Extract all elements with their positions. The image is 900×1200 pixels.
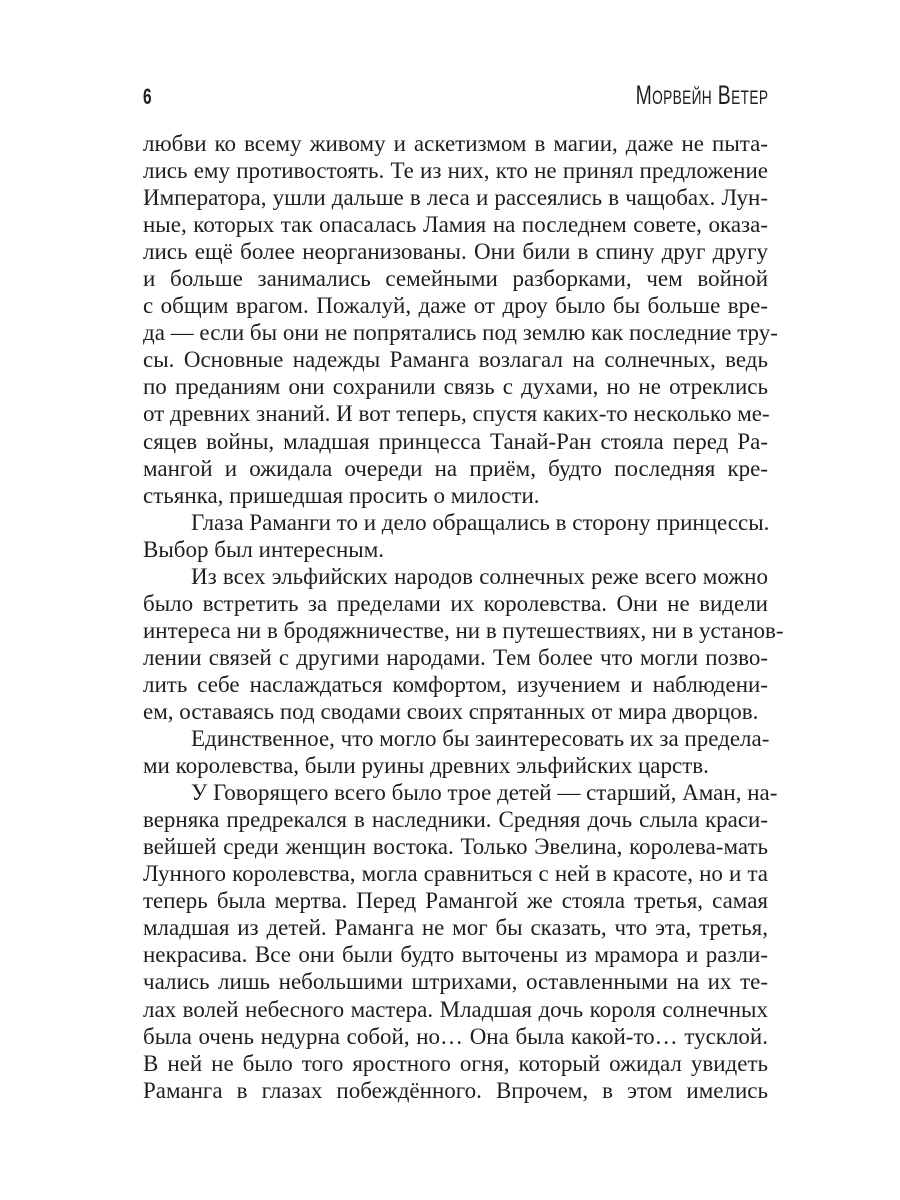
text-line: ми королевства, были руины древних эльфийских царств. bbox=[143, 753, 709, 779]
text-line: ем, оставаясь под сводами своих спрятанных от мира дворцов. bbox=[143, 698, 759, 724]
text-line: с общим врагом. Пожалуй, даже от дроу было бы больше вре- bbox=[143, 293, 768, 319]
text-line: Глаза Раманги то и дело обращались в сторону принцессы. bbox=[191, 509, 770, 535]
text-line: была очень недурна собой, но… Она была какой-то… тусклой. bbox=[143, 1023, 768, 1049]
text-line: сяцев войны, младшая принцесса Танай-Ран стояла перед Ра- bbox=[143, 428, 768, 454]
text-line: чались лишь небольшими штрихами, оставленными на их те- bbox=[143, 969, 768, 995]
text-line: У Говорящего всего было трое детей — старший, Аман, на- bbox=[191, 780, 778, 806]
text-line: В ней не было того яростного огня, который ожидал увидеть bbox=[143, 1050, 768, 1076]
text-line: лись ещё более неорганизованы. Они били в спину друг другу bbox=[143, 239, 768, 265]
text-line: Из всех эльфийских народов солнечных реже всего можно bbox=[191, 563, 768, 589]
text-line: младшая из детей. Раманга не мог бы сказать, что эта, третья, bbox=[143, 915, 768, 941]
text-line: ные, которых так опасалась Ламия на последнем совете, оказа- bbox=[143, 212, 768, 238]
text-line: мангой и ожидала очереди на приём, будто последняя кре- bbox=[143, 455, 768, 481]
paragraph bbox=[143, 779, 778, 1104]
body-text bbox=[143, 130, 784, 1104]
text-line: да — если бы они не попрятались под землю как последние тру- bbox=[143, 320, 778, 346]
text-line: Единственное, что могло бы заинтересовать их за предела- bbox=[191, 726, 770, 752]
text-line: любви ко всему живому и аскетизмом в магии, даже не пыта- bbox=[143, 131, 768, 156]
text-line: лить себе наслаждаться комфортом, изучением и наблюдени- bbox=[143, 671, 768, 697]
text-line: от древних знаний. И вот теперь, спустя каких-то несколько ме- bbox=[143, 401, 770, 427]
text-line: некрасива. Все они были будто выточены из мрамора и разли- bbox=[143, 942, 768, 968]
page-header bbox=[143, 80, 768, 114]
text-line: лись ему противостоять. Те из них, кто не принял предложение bbox=[143, 158, 768, 184]
paragraph bbox=[143, 725, 768, 779]
text-line: было встретить за пределами их королевства. Они не видели bbox=[143, 590, 768, 616]
text-line: и больше занимались семейными разборками, чем войной bbox=[143, 266, 768, 292]
text-line: теперь была мертва. Перед Рамангой же стояла третья, самая bbox=[143, 888, 768, 914]
text-line: Лунного королевства, могла сравниться с ней в красоте, но и та bbox=[143, 861, 768, 887]
paragraph bbox=[143, 563, 784, 725]
text-line: стьянка, пришедшая просить о милости. bbox=[143, 482, 540, 508]
text-line: вейшей среди женщин востока. Только Эвелина, королева-мать bbox=[143, 834, 768, 860]
text-line: Раманга в глазах побеждённого. Впрочем, в этом имелись bbox=[143, 1077, 768, 1103]
page-number: 6 bbox=[143, 84, 152, 109]
text-line: лах волей небесного мастера. Младшая дочь короля солнечных bbox=[143, 996, 768, 1022]
text-line: лении связей с другими народами. Тем более что могли позво- bbox=[143, 644, 768, 670]
paragraph bbox=[143, 509, 768, 563]
text-line: интереса ни в бродяжничестве, ни в путешествиях, ни в установ- bbox=[143, 617, 784, 643]
text-line: Императора, ушли дальше в леса и рассеялись в чащобах. Лун- bbox=[143, 185, 768, 211]
running-title: Морвейн Ветер bbox=[635, 80, 768, 110]
text-line: сы. Основные надежды Раманга возлагал на солнечных, ведь bbox=[143, 347, 768, 373]
text-line: верняка предрекался в наследники. Средняя дочь слыла краси- bbox=[143, 807, 768, 833]
paragraph bbox=[143, 130, 778, 509]
text-line: по преданиям они сохранили связь с духами, но не отреклись bbox=[143, 374, 768, 400]
text-line: Выбор был интересным. bbox=[143, 536, 385, 562]
